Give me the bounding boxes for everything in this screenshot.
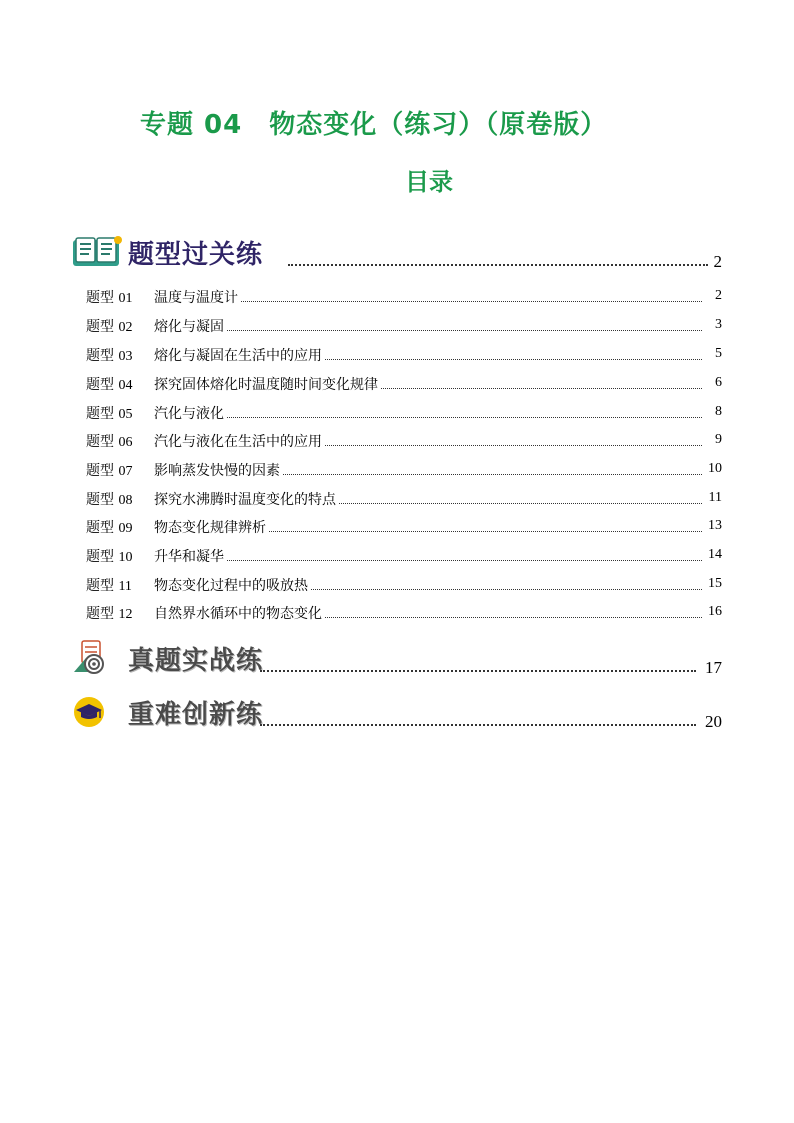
item-prefix: 题型 bbox=[86, 290, 114, 306]
toc-item[interactable] bbox=[86, 544, 722, 566]
item-prefix: 题型 bbox=[86, 549, 114, 565]
section-page-number: 20 bbox=[705, 712, 722, 731]
dot-leader bbox=[260, 724, 696, 726]
item-page-number: 6 bbox=[715, 375, 722, 390]
item-page-number: 5 bbox=[715, 346, 722, 361]
item-page-number: 3 bbox=[715, 317, 722, 332]
item-prefix: 题型 bbox=[86, 319, 114, 335]
graduation-cap-icon bbox=[72, 694, 122, 728]
toc-item[interactable] bbox=[86, 401, 722, 423]
item-number: 12 bbox=[118, 607, 133, 622]
item-page-number: 2 bbox=[715, 288, 722, 303]
section-page-number: 2 bbox=[713, 252, 722, 271]
section-label: 题型过关练 bbox=[128, 240, 264, 270]
toc-item[interactable] bbox=[86, 372, 722, 394]
toc-section-3[interactable] bbox=[72, 692, 722, 732]
item-number: 05 bbox=[118, 407, 133, 422]
item-prefix: 题型 bbox=[86, 606, 114, 622]
toc-item[interactable] bbox=[86, 429, 722, 451]
item-number: 02 bbox=[118, 320, 133, 335]
item-prefix: 题型 bbox=[86, 377, 114, 393]
toc-item[interactable] bbox=[86, 314, 722, 336]
item-title: 熔化与凝固在生活中的应用 bbox=[154, 345, 324, 365]
item-number: 06 bbox=[118, 435, 133, 450]
item-title: 探究水沸腾时温度变化的特点 bbox=[154, 489, 338, 509]
item-title: 影响蒸发快慢的因素 bbox=[154, 460, 282, 480]
item-title: 升华和凝华 bbox=[154, 546, 226, 566]
item-title: 探究固体熔化时温度随时间变化规律 bbox=[154, 374, 380, 394]
dot-leader bbox=[260, 670, 696, 672]
item-number: 09 bbox=[118, 521, 133, 536]
item-title: 熔化与凝固 bbox=[154, 316, 226, 336]
item-title: 物态变化规律辨析 bbox=[154, 517, 268, 537]
section-page-number: 17 bbox=[705, 658, 722, 677]
dot-leader bbox=[154, 417, 702, 418]
toc-section-1[interactable] bbox=[72, 232, 722, 272]
item-prefix: 题型 bbox=[86, 463, 114, 479]
toc-item[interactable] bbox=[86, 343, 722, 365]
toc-item[interactable] bbox=[86, 285, 722, 307]
item-number: 08 bbox=[118, 493, 133, 508]
item-number: 10 bbox=[118, 550, 133, 565]
toc-section-2[interactable] bbox=[72, 638, 722, 678]
item-title: 汽化与液化在生活中的应用 bbox=[154, 431, 324, 451]
item-page-number: 9 bbox=[715, 432, 722, 447]
item-number: 07 bbox=[118, 464, 133, 479]
toc-item[interactable] bbox=[86, 601, 722, 623]
toc-item[interactable] bbox=[86, 458, 722, 480]
toc-heading: 目录 bbox=[405, 168, 453, 196]
item-number: 01 bbox=[118, 291, 133, 306]
dot-leader bbox=[154, 560, 702, 561]
item-number: 11 bbox=[118, 579, 132, 594]
item-prefix: 题型 bbox=[86, 348, 114, 364]
item-page-number: 15 bbox=[708, 576, 722, 591]
item-prefix: 题型 bbox=[86, 492, 114, 508]
open-book-icon bbox=[72, 234, 122, 268]
toc-item[interactable] bbox=[86, 515, 722, 537]
dot-leader bbox=[288, 264, 708, 266]
item-title: 自然界水循环中的物态变化 bbox=[154, 603, 324, 623]
target-document-icon bbox=[72, 640, 122, 674]
item-title: 温度与温度计 bbox=[154, 287, 240, 307]
item-prefix: 题型 bbox=[86, 578, 114, 594]
item-page-number: 10 bbox=[708, 461, 722, 476]
item-prefix: 题型 bbox=[86, 406, 114, 422]
section-label: 真题实战练 bbox=[128, 646, 264, 676]
document-title: 专题 04 物态变化（练习）（原卷版） bbox=[140, 110, 608, 140]
item-prefix: 题型 bbox=[86, 520, 114, 536]
toc-item[interactable] bbox=[86, 573, 722, 595]
item-page-number: 11 bbox=[708, 490, 722, 505]
item-number: 04 bbox=[118, 378, 133, 393]
item-page-number: 14 bbox=[708, 547, 722, 562]
item-page-number: 8 bbox=[715, 404, 722, 419]
item-number: 03 bbox=[118, 349, 133, 364]
section-label: 重难创新练 bbox=[128, 700, 264, 730]
item-page-number: 13 bbox=[708, 518, 722, 533]
item-prefix: 题型 bbox=[86, 434, 114, 450]
item-page-number: 16 bbox=[708, 604, 722, 619]
item-title: 汽化与液化 bbox=[154, 403, 226, 423]
toc-item[interactable] bbox=[86, 487, 722, 509]
item-title: 物态变化过程中的吸放热 bbox=[154, 575, 310, 595]
dot-leader bbox=[154, 330, 702, 331]
